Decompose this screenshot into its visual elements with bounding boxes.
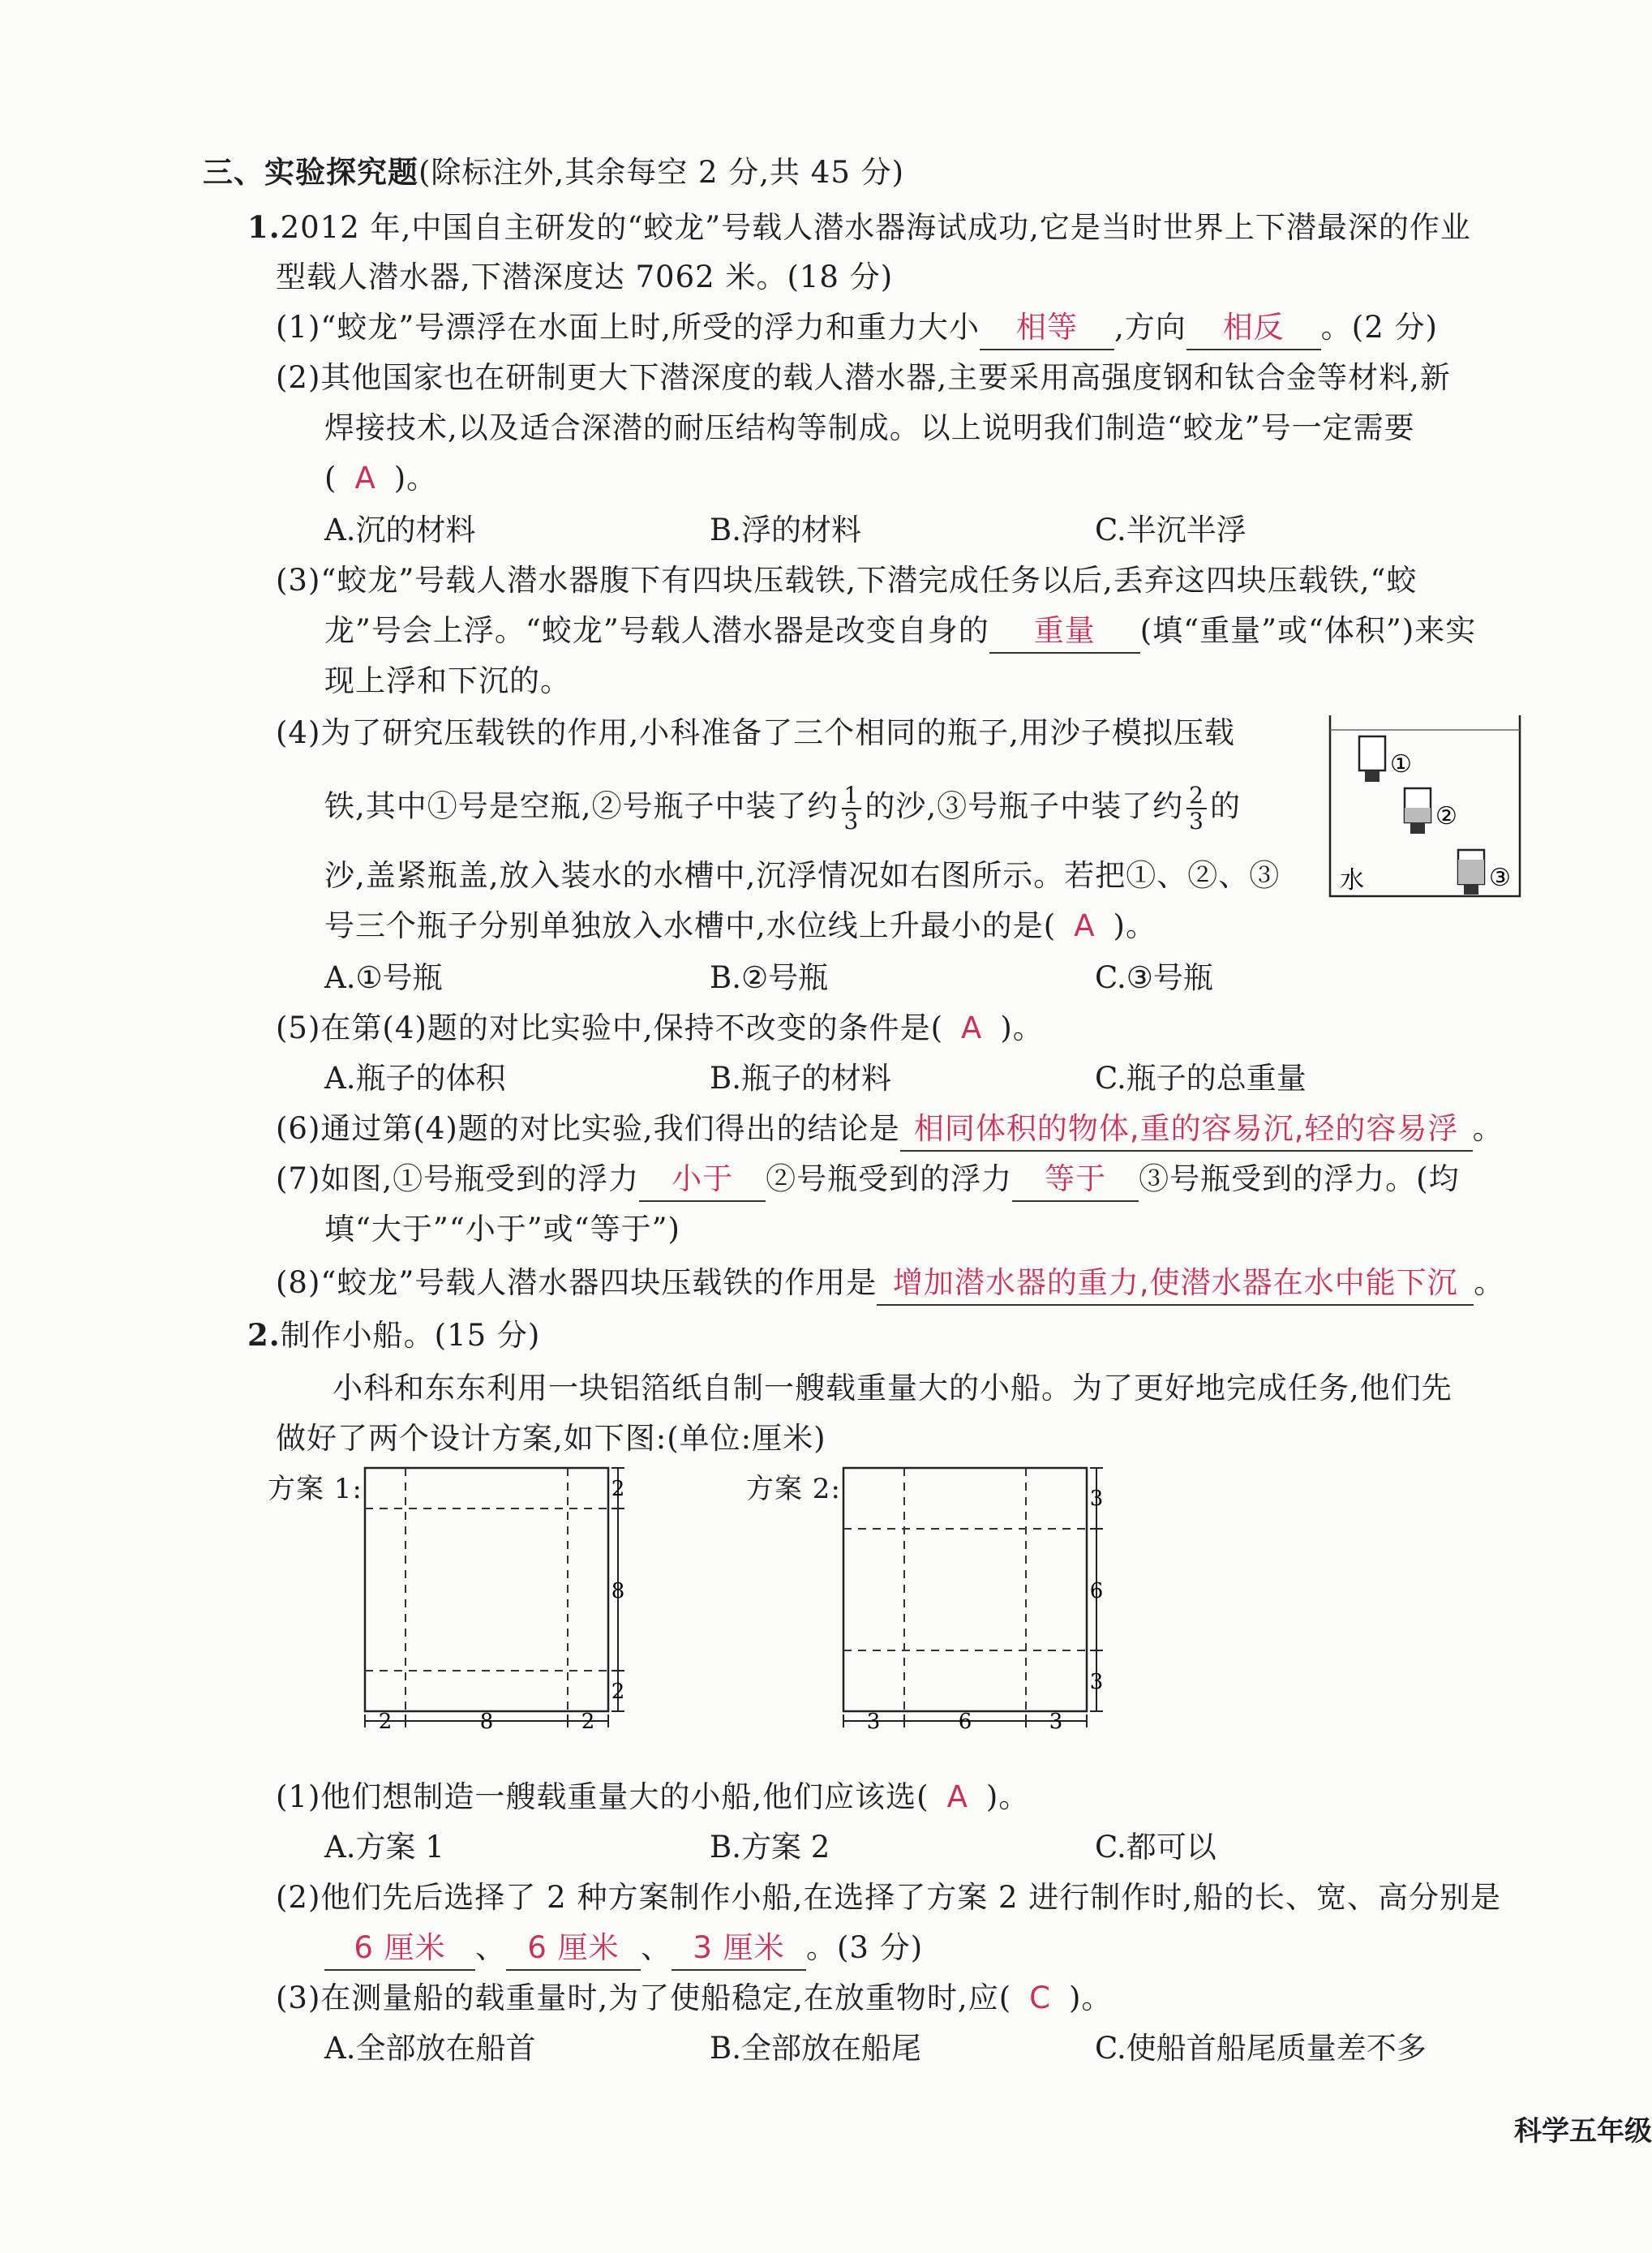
q1-p7-text3: ③号瓶受到的浮力。(均 — [1139, 1161, 1460, 1196]
plan2-label: 方案 2: — [746, 1473, 841, 1505]
q1-p3-text2: (填“重量”或“体积”)来实 — [1139, 613, 1477, 648]
paren-close: )。 — [1068, 1980, 1113, 2015]
q1-part4-line1: (4)为了研究压载铁的作用,小科准备了三个相同的瓶子,用沙子模拟压载 — [276, 715, 1235, 750]
bottle-2 — [1405, 788, 1431, 834]
separator: 、 — [641, 1930, 672, 1965]
q2-part2-line1: (2)他们先后选择了 2 种方案制作小船,在选择了方案 2 进行制作时,船的长、宽、高分别是 — [276, 1880, 1502, 1915]
q2-p1-text: (1)他们想制造一艘载重量大的小船,他们应该选( — [276, 1779, 929, 1814]
water-tank-figure — [1328, 714, 1523, 904]
fraction-denominator: 3 — [843, 808, 860, 835]
plan1-sheet — [365, 1468, 608, 1711]
q2-p2-answer-width: 6 厘米 — [506, 1927, 641, 1971]
q1-p1-text2: ,方向 — [1114, 310, 1186, 345]
q1-p5-option-c: C.瓶子的总重量 — [1095, 1061, 1307, 1096]
plan1-dim-h-mid: 8 — [479, 1710, 494, 1734]
paren-close: )。 — [1113, 908, 1156, 943]
plan2-dim-h-left: 3 — [866, 1710, 881, 1734]
q1-p1-text3: 。(2 分) — [1320, 310, 1438, 345]
q1-part3-line1: (3)“蛟龙”号载人潜水器腹下有四块压载铁,下潜完成任务以后,丢弃这四块压载铁,“蛟 — [276, 563, 1418, 598]
q2-part1 — [276, 1776, 1029, 1818]
q1-p4-option-a: A.①号瓶 — [324, 960, 443, 995]
q1-p1-text: (1)“蛟龙”号漂浮在水面上时,所受的浮力和重力大小 — [276, 310, 980, 345]
q1-part1 — [276, 307, 1438, 350]
bottle-3 — [1458, 850, 1484, 895]
q1-part4-line2 — [324, 783, 1241, 834]
q2-p3-option-b: B.全部放在船尾 — [710, 2031, 921, 2066]
q1-p2-option-c: C.半沉半浮 — [1095, 513, 1247, 547]
plan1-dimension-lines — [365, 1468, 624, 1727]
q1-part6 — [276, 1108, 1504, 1152]
plan2-dim-v-bottom: 3 — [1089, 1670, 1104, 1694]
q1-p6-answer: 相同体积的物体,重的容易沉,轻的容易浮 — [900, 1108, 1473, 1152]
q1-p4-option-b: B.②号瓶 — [710, 960, 829, 995]
q1-p4-text2: 的沙,③号瓶子中装了约 — [865, 788, 1184, 824]
q1-part8 — [276, 1262, 1504, 1306]
q1-part2-line3 — [324, 457, 437, 500]
separator: 、 — [475, 1930, 506, 1965]
q1-p6-text: (6)通过第(4)题的对比实验,我们得出的结论是 — [276, 1111, 900, 1146]
plan1-fold-lines — [365, 1468, 608, 1711]
section-title: 三、实验探究题 — [203, 154, 418, 190]
q1-stem-line2: 型载人潜水器,下潜深度达 7062 米。(18 分) — [276, 260, 894, 294]
paren-close: )。 — [985, 1779, 1030, 1814]
q1-p8-text: (8)“蛟龙”号载人潜水器四块压载铁的作用是 — [276, 1265, 877, 1300]
q1-p5-text: (5)在第(4)题的对比实验中,保持不改变的条件是( — [276, 1011, 944, 1045]
q1-p5-option-a: A.瓶子的体积 — [324, 1061, 506, 1096]
q2-p1-option-b: B.方案 2 — [710, 1830, 830, 1865]
q2-p2-end: 。(3 分) — [806, 1930, 924, 1965]
q2-intro-line1: 小科和东东利用一块铝箔纸自制一艘载重量大的小船。为了更好地完成任务,他们先 — [333, 1371, 1452, 1405]
q2-p2-answer-length: 6 厘米 — [324, 1927, 475, 1971]
q1-p2-option-a: A.沉的材料 — [324, 513, 476, 547]
q1-p2-option-b: B.浮的材料 — [710, 513, 861, 547]
q1-part3-line3: 现上浮和下沉的。 — [324, 663, 571, 698]
plan2-sheet — [843, 1468, 1087, 1711]
q1-p5-answer: A — [961, 1011, 983, 1045]
q1-part7-line2: 填“大于”“小于”或“等于”) — [324, 1212, 680, 1247]
q1-p8-answer: 增加潜水器的重力,使潜水器在水中能下沉 — [877, 1262, 1474, 1306]
bottle-1-label: ① — [1390, 750, 1412, 779]
q1-stem-line1 — [247, 206, 1471, 249]
q1-p1-answer1: 相等 — [980, 307, 1114, 350]
q2-intro-line2: 做好了两个设计方案,如下图:(单位:厘米) — [276, 1421, 826, 1456]
q2-p3-text: (3)在测量船的载重量时,为了使船稳定,在放重物时,应( — [276, 1980, 1012, 2015]
q1-p6-period: 。 — [1472, 1111, 1504, 1146]
q1-p4-option-c: C.③号瓶 — [1095, 960, 1213, 995]
q2-p1-option-a: A.方案 1 — [324, 1830, 444, 1865]
fraction-numerator: 1 — [842, 783, 862, 809]
q1-part4-line3: 沙,盖紧瓶盖,放入装水的水槽中,沉浮情况如右图所示。若把①、②、③ — [324, 858, 1281, 893]
plan1-dim-v-mid: 8 — [611, 1579, 625, 1603]
q1-part7-line1 — [276, 1158, 1460, 1202]
q2-title: 制作小船。(15 分) — [280, 1318, 541, 1353]
q1-p7-text2: ②号瓶受到的浮力 — [766, 1161, 1013, 1196]
q1-part3-line2 — [324, 610, 1476, 654]
q1-part4-line4 — [324, 905, 1156, 947]
q1-part5 — [276, 1007, 1044, 1049]
q1-p2-answer: A — [354, 461, 376, 496]
bottle-1 — [1359, 736, 1385, 782]
plan2-dim-v-mid: 6 — [1089, 1579, 1104, 1603]
q2-p2-answer-height: 3 厘米 — [672, 1927, 806, 1971]
plan2-dimension-lines — [843, 1468, 1103, 1727]
fraction-denominator: 3 — [1189, 808, 1204, 835]
q1-p4-text: 铁,其中①号是空瓶,②号瓶子中装了约 — [324, 788, 839, 824]
page-footer-subject: 科学五年级 — [1514, 2115, 1652, 2148]
plan1-dim-h-right: 2 — [581, 1710, 595, 1734]
plan2-fold-lines — [843, 1468, 1087, 1711]
plan1-dim-v-top: 2 — [611, 1477, 625, 1501]
q1-stem-text: 2012 年,中国自主研发的“蛟龙”号载人潜水器海试成功,它是当时世界上下潜最深的作业 — [280, 210, 1471, 245]
q1-number: 1. — [247, 209, 281, 245]
fraction-one-third — [842, 783, 862, 834]
paren-close: )。 — [1000, 1011, 1044, 1045]
plan2-dim-v-top: 3 — [1089, 1487, 1104, 1511]
q2-part3 — [276, 1977, 1112, 2019]
q1-p4-text4: 号三个瓶子分别单独放入水槽中,水位线上升最小的是( — [324, 908, 1057, 943]
q2-p1-answer: A — [946, 1779, 968, 1814]
q1-p5-option-b: B.瓶子的材料 — [710, 1061, 891, 1096]
plan2-dim-h-right: 3 — [1049, 1710, 1063, 1734]
q2-heading — [247, 1314, 540, 1357]
q2-p3-option-a: A.全部放在船首 — [324, 2031, 536, 2066]
bottle-3-label: ③ — [1489, 864, 1511, 892]
plan1-dim-h-left: 2 — [378, 1710, 393, 1734]
q2-p3-answer: C — [1029, 1980, 1051, 2015]
q1-p7-answer2: 等于 — [1012, 1158, 1139, 1202]
paren-close: )。 — [393, 461, 438, 496]
q1-p3-answer: 重量 — [989, 610, 1140, 654]
q1-part2-line2: 焊接技术,以及适合深潜的耐压结构等制成。以上说明我们制造“蛟龙”号一定需要 — [324, 410, 1415, 445]
fraction-two-thirds — [1186, 783, 1207, 834]
q1-p3-text: 龙”号会上浮。“蛟龙”号载人潜水器是改变自身的 — [324, 613, 989, 648]
q2-number: 2. — [247, 1317, 281, 1353]
section-heading — [203, 151, 904, 194]
q1-p7-text: (7)如图,①号瓶受到的浮力 — [276, 1161, 640, 1196]
q1-p8-period: 。 — [1474, 1265, 1505, 1300]
fraction-numerator: 2 — [1186, 783, 1207, 809]
section-note: (除标注外,其余每空 2 分,共 45 分) — [418, 155, 905, 190]
q1-p1-answer2: 相反 — [1186, 307, 1321, 350]
paren-open: ( — [324, 461, 337, 496]
q1-part2-line1: (2)其他国家也在研制更大下潜深度的载人潜水器,主要采用高强度钢和钛合金等材料,新 — [276, 360, 1451, 395]
plan1-diagram — [357, 1460, 633, 1752]
plan1-label: 方案 1: — [268, 1473, 363, 1505]
q1-p4-text3: 的 — [1209, 788, 1241, 824]
plan2-diagram — [835, 1460, 1119, 1752]
q2-part2-line2 — [324, 1927, 923, 1971]
q1-p7-answer1: 小于 — [639, 1158, 766, 1202]
water-label: 水 — [1340, 866, 1364, 895]
q2-p1-option-c: C.都可以 — [1095, 1830, 1216, 1865]
q1-p4-answer: A — [1074, 908, 1096, 943]
plan1-dim-v-bottom: 2 — [611, 1680, 625, 1704]
plan2-dim-h-mid: 6 — [958, 1710, 972, 1734]
bottle-2-label: ② — [1435, 802, 1457, 830]
q2-p3-option-c: C.使船首船尾质量差不多 — [1095, 2031, 1427, 2066]
